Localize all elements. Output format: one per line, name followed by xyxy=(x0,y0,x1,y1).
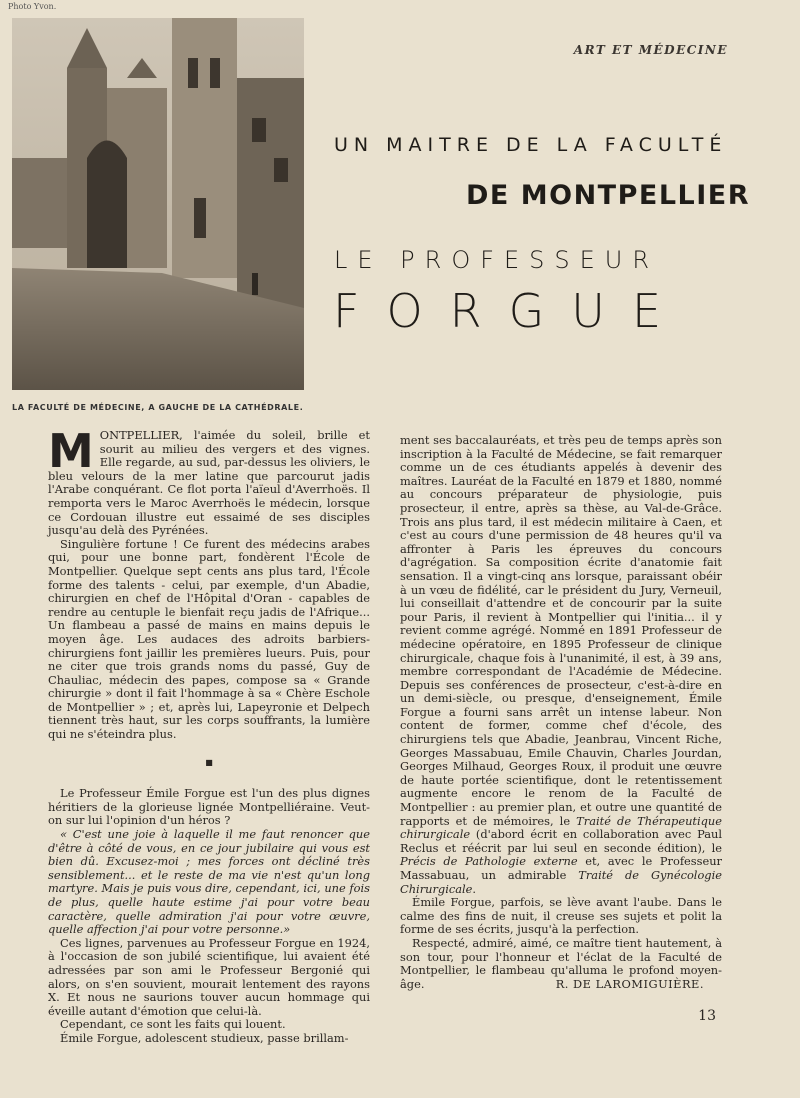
photo-credit: Photo Yvon. xyxy=(8,2,57,11)
left-paragraph-5: Ces lignes, parvenues au Professeur Forgue en 1924, à l'occasion de son jubilé scientifique, lui avaient été adressées par son ami le Professeur Bergonié qui alors, on s'en souvient, mourait lentement des rayons X. Et nous ne saurions touver aucun hommage qui éveille autant d'émotion que celui-là. xyxy=(48,935,370,1018)
title-line-1: UN MAITRE DE LA FACULTÉ xyxy=(334,134,728,156)
right-paragraph-3: Respecté, admiré, aimé, ce maître tient hautement, à son tour, pour l'honneur et l'éclat de la Faculté de Montpellier, le flambeau qu'alluma le profond moyen-âge. xyxy=(400,935,722,991)
title-line-2: DE MONTPELLIER xyxy=(466,180,751,211)
author-signature: R. DE LAROMIGUIÈRE. xyxy=(555,977,704,991)
work-title-pathologie: Précis de Pathologie externe xyxy=(400,854,578,869)
title-line-3: LE PROFESSEUR xyxy=(334,246,660,274)
left-paragraph-3: Le Professeur Émile Forgue est l'un des plus dignes héritiers de la glorieuse lignée Montpelliéraine. Veut-on sur lui l'opinion d'un héros ? xyxy=(48,786,370,828)
right-paragraph-1-mid: (d'abord écrit en collaboration avec Paul Reclus et réécrit par lui seul en seconde édition), le xyxy=(400,827,722,855)
bergonie-quote: « C'est une joie à laquelle il me faut renoncer que d'être à côté de vous, en ce jour jubilaire qui vous est bien dû. Excusez-moi ; mes forces ont décliné très sensiblement... et le reste de ma vie n'est qu'un long martyre. Mais je puis vous dire, cependant, ici, une fois de plus, quelle haute estime j'ai pour votre beau caractère, quelle admiration j'ai pour votre œuvre, quelle affection j'ai pour votre personne.» xyxy=(48,827,370,937)
right-paragraph-1-mid2: et, avec le Professeur Massabuau, un admirable xyxy=(400,854,722,882)
left-paragraph-2: Singulière fortune ! Ce furent des médecins arabes qui, pour une bonne part, fondèrent l'École de Montpellier. Quelque sept cents ans plus tard, l'École forme des talents - celui, par exemple, d'un Abadie, chirurgien en chef de l'Hôpital d'Oran - capables de rendre au centuple le bienfait reçu jadis de l'Afrique... Un flambeau a passé de mains en mains depuis le moyen âge. Les audaces des adroits barbiers-chirurgiens font jaillir les premières lueurs. Puis, pour ne citer que trois grands noms du passé, Guy de Chauliac, médecin des papes, compose sa « Grande chirurgie » dont il fait l'hommage à sa « Chère Eschole de Montpellier » ; et, après lui, Lapeyronie et Delpech tiennent très haut, sur les corps souffrants, la lumière qui ne s'éteindra plus. xyxy=(48,536,370,742)
left-column xyxy=(48,424,370,1046)
photo-caption: LA FACULTÉ DE MÉDECINE, A GAUCHE DE LA CATHÉDRALE. xyxy=(12,403,304,412)
right-paragraph-1-end: . xyxy=(472,881,477,896)
section-tag: ART ET MÉDECINE xyxy=(573,43,728,57)
left-paragraph-1 xyxy=(48,424,370,538)
cathedral-photo-drawing xyxy=(12,18,304,390)
title-line-4: FORGUE xyxy=(333,284,689,338)
cathedral-photo xyxy=(12,18,304,390)
right-paragraph-1-text: ment ses baccalauréats, et très peu de temps après son inscription à la Faculté de Médecine, se fait remarquer comme un de ces étudiants appelés à devenir des maîtres. Lauréat de la Faculté en 1879 et 1880, nommé au concours préparateur de physiologie, puis prosecteur, il entre, après sa thèse, au Val-de-Grâce. Trois ans plus tard, il est médecin militaire à Caen, et c'est au cours d'une permission de 48 heures qu'il va affronter à Paris les épreuves du concours d'agrégation. Sa composition écrite d'anatomie fait sensation. Il a vingt-cinq ans lorsque, paraissant obéir à un vœu de fidélité, car le président du Jury, Verneuil, lui conseillait d'attendre et de concourir par la suite pour Paris, il revient à Montpellier qui l'initia... il y revient comme agrégé. Nommé en 1891 Professeur de médecine opératoire, en 1895 Professeur de clinique chirurgicale, chaque fois à l'unanimité, il est, à 39 ans, membre correspondant de l'Académie de Médecine. Depuis ses conférences de prosecteur, c'est-à-dire en un demi-siècle, ou presque, d'enseignement, Émile Forgue a fourni sans arrêt un intense labeur. Non content de former, comme chef d'école, des chirurgiens tels que Abadie, Jeanbrau, Vincent Riche, Georges Massabuau, Emile Chauvin, Charles Jourdan, Georges Milhaud, Georges Roux, il produit une œuvre de haute portée scientifique, dont le retentissement augmente encore le renom de la Faculté de Montpellier : au premier plan, et outre une quantité de rapports et de mémoires, le xyxy=(400,433,722,828)
left-paragraph-1-text: ONTPELLIER, l'aimée du soleil, brille et sourit au milieu des vergers et des vignes. Elle regarde, au sud, par-dessus les oliviers, le bleu velours de la mer latine que parcourut jadis l'Arabe conquérant. Ce flot porta l'aïeul d'Averrhoës. Il remporta vers le Maroc Averrhoës le médecin, lorsque ce Cordouan illustre eut essaimé de ses disciples jusqu'au delà des Pyrénées. xyxy=(48,428,370,538)
section-separator: ■ xyxy=(205,757,213,767)
work-title-gynecologie: Traité de Gynécologie Chirurgicale xyxy=(400,868,722,896)
drop-cap: M xyxy=(48,424,94,478)
right-paragraph-1 xyxy=(400,434,722,896)
left-paragraph-7: Émile Forgue, adolescent studieux, passe brillam- xyxy=(60,1030,349,1045)
right-column xyxy=(400,434,722,991)
work-title-therapeutique: Traité de Thérapeutique chirurgicale xyxy=(400,813,722,842)
page-number: 13 xyxy=(698,1008,716,1024)
right-paragraph-2: Émile Forgue, parfois, se lève avant l'aube. Dans le calme des fins de nuit, il creuse ses sujets et polit la forme de ses écrits, jusqu'à la perfection. xyxy=(400,895,722,937)
left-paragraph-6: Cependant, ce sont les faits qui louent. xyxy=(60,1017,286,1032)
